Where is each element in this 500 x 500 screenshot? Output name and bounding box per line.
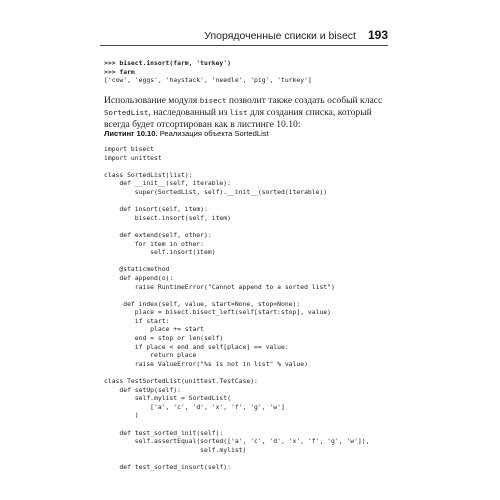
code-snippet-insort [104, 59, 312, 85]
code-line-output: ['cow', 'eggs', 'haystack', 'needle', 'pig', 'turkey'] [104, 76, 312, 85]
paragraph-text-3: , наследованный из [148, 106, 230, 118]
section-title: Упорядоченные списки и bisect [204, 30, 356, 42]
code-line-farm: >>> farm [104, 67, 135, 76]
inline-code-sortedlist: SortedList [104, 107, 149, 117]
paragraph-text-4: для создания списка, который всегда будет отсортирован как в листинге 10.10: [104, 106, 372, 130]
listing-title: Реализация объекта SortedList [157, 129, 269, 138]
listing-label: Листинг 10.10. [104, 129, 158, 138]
body-paragraph [104, 95, 390, 130]
listing-caption [104, 129, 269, 138]
listing-code: import bisect import unittest class SortedList(list): def __init__(self, iterable): super(SortedList, self).__init__(sorted(iterable)) def insort(self, item): bisect.insort(self, item) def extend(self, other): for item in other: self.insort(item) @staticmethod def append(o): raise RuntimeError("Cannot append to a sorted list") def index(self, value, start=None, stop=None): place = bisect.bisect_left(self[start:stop], value) if start: place += start end = stop or len(self) if place < end and self[place] == value: return place raise ValueError("%s is not in list" % value) class TestSortedList(unittest.TestCase): def setUp(self): self.mylist = SortedList( ['a', 'c', 'd', 'x', 'f', 'g', 'w'] ) def test_sorted_init(self): self.assertEqual(sorted(['a', 'c', 'd', 'x', 'f', 'g', 'w']), self.mylist) def test_sorted_insort(self): [104, 145, 370, 471]
code-line-insort: >>> bisect.insort(farm, 'turkey') [104, 59, 231, 67]
header-rule [100, 45, 388, 46]
running-header [100, 28, 388, 46]
inline-code-bisect: bisect [199, 96, 227, 105]
page-number: 193 [367, 28, 388, 42]
inline-code-list: list [229, 107, 248, 117]
paragraph-text-1: Использование модуля [104, 95, 200, 106]
paragraph-text-2: позволит также создать особый класс [226, 95, 383, 106]
